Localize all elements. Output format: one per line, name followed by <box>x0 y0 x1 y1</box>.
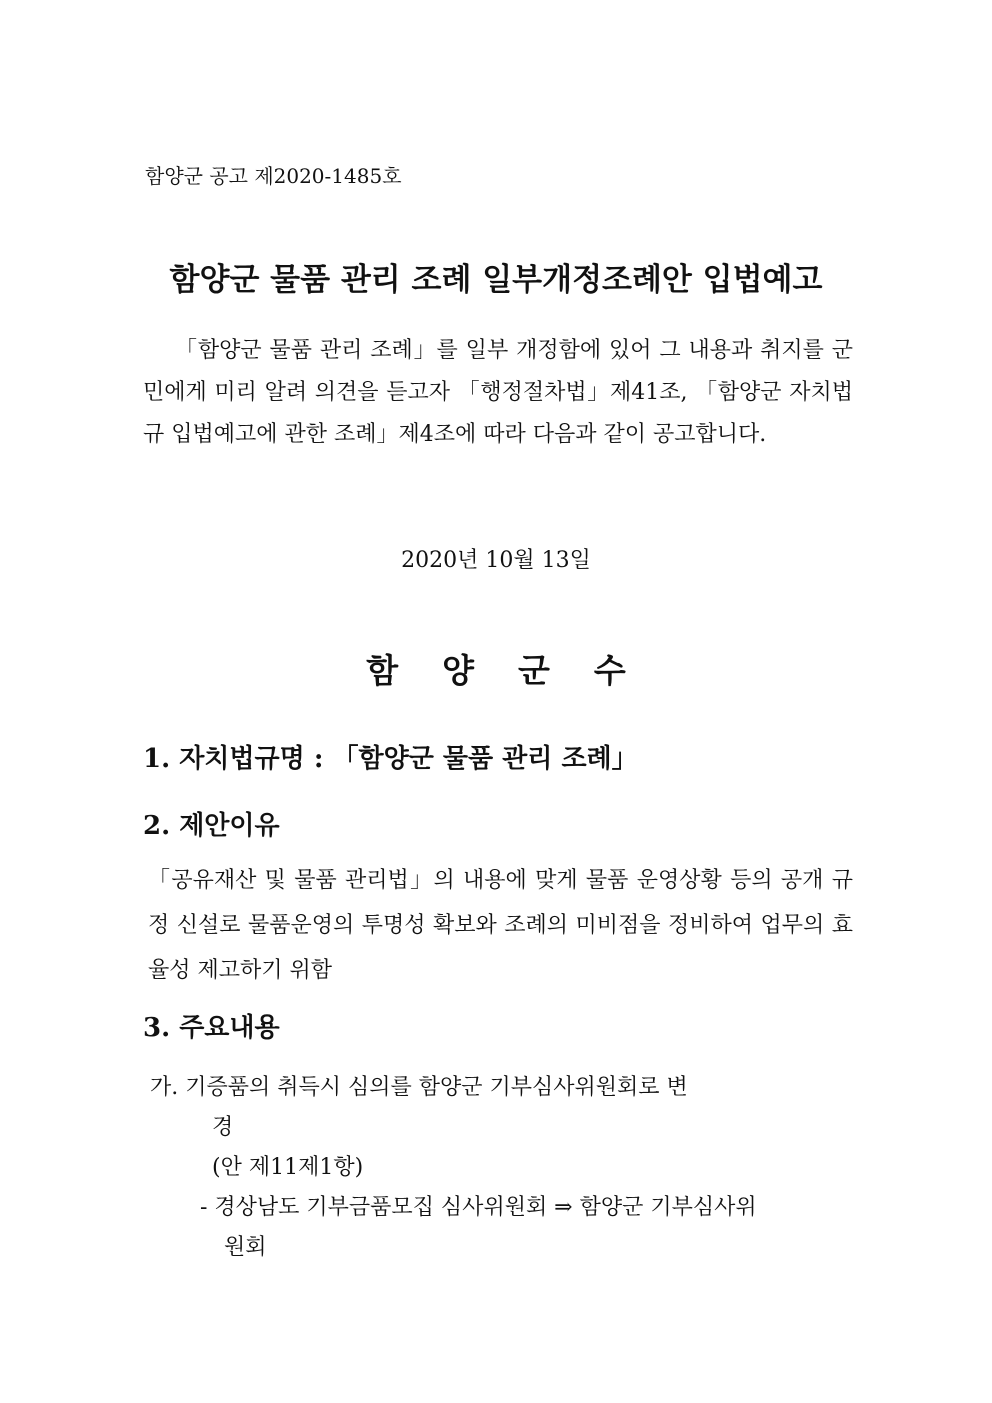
main-content-subitem: - 경상남도 기부금품모집 심사위원회 ⇒ 함양군 기부심사위 <box>200 1195 757 1220</box>
main-content-subitem-continued: 원회 <box>224 1235 267 1260</box>
main-content-item-ga-continued: 경 <box>212 1115 234 1140</box>
intro-paragraph: 「함양군 물품 관리 조례」를 일부 개정함에 있어 그 내용과 취지를 군민에게 미리 알려 의견을 듣고자 「행정절차법」제41조, 「함양군 자치법규 입법예고에 관한 조례」제4조에 따라 다음과 같이 공고합니다. <box>143 338 853 447</box>
main-content-item-ga: 가. 기증품의 취득시 심의를 함양군 기부심사위원회로 변 <box>150 1075 688 1100</box>
section-3-heading: 3. 주요내용 <box>143 1013 280 1043</box>
notice-number: 함양군 공고 제2020-1485호 <box>145 164 402 188</box>
main-content-item-ga-reference: (안 제11제1항) <box>212 1155 364 1180</box>
section-2-heading: 2. 제안이유 <box>143 811 280 841</box>
notice-date: 2020년 10월 13일 <box>401 548 591 573</box>
issuer-name: 함양군수 <box>366 651 670 690</box>
document-title: 함양군 물품 관리 조례 일부개정조례안 입법예고 <box>169 262 823 298</box>
section-1-heading: 1. 자치법규명 : 「함양군 물품 관리 조례」 <box>143 744 638 774</box>
proposal-reason-text: 「공유재산 및 물품 관리법」의 내용에 맞게 물품 운영상황 등의 공개 규정 신설로 물품운영의 투명성 확보와 조례의 미비점을 정비하여 업무의 효율성 제고하기 위함 <box>148 868 853 983</box>
